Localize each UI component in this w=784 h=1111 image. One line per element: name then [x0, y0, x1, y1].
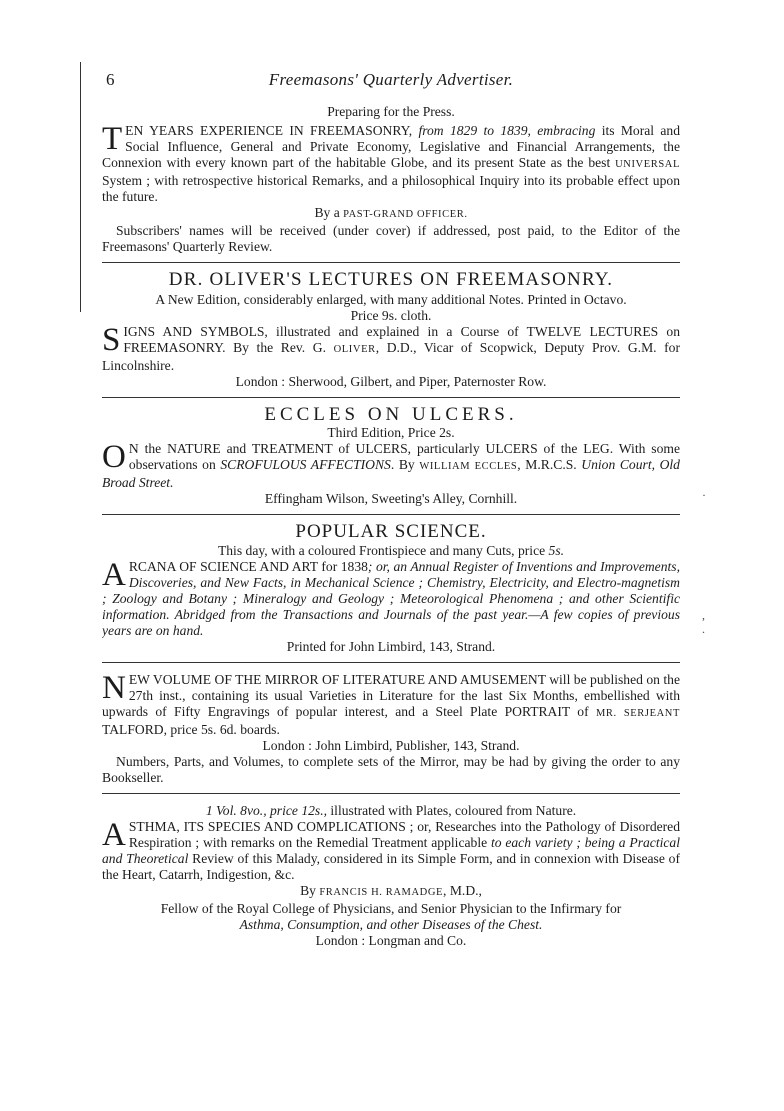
ad-text-italic: ; or, an Annual Register of Inventions and Improvements, Discoveries, and New Facts, in Mechanical Science ; Chemistry, Electricity, and Electro-magnetism ; Zoology and Botany ; Mineralogy and Geology ; Meteorological Phenomena ; and other Scientific information. Abridged from the Transactions and Journals of the past year.—A few: [102, 559, 680, 622]
ad-price: Price 9s. cloth.: [350, 308, 432, 323]
ad-subscribers: Subscribers' names will be received (under cover) if addressed, post paid, to the Editor of the Freemasons' Quarterly Review.: [102, 223, 680, 254]
ad-credentials: Fellow of the Royal College of Physicians, and Senior Physician to the Infirmary for: [160, 901, 622, 916]
ad-oliver-lectures: [102, 269, 680, 390]
drop-cap: N: [102, 672, 126, 706]
ad-note: Numbers, Parts, and Volumes, to complete sets of the Mirror, may be had by giving the order to any Bookseller.: [102, 754, 680, 785]
running-title: Freemasons' Quarterly Advertiser.: [268, 70, 514, 89]
margin-mark: ,: [702, 608, 705, 622]
byline-prefix: By: [300, 883, 320, 898]
divider: [102, 793, 680, 794]
ad-body: [102, 819, 680, 883]
drop-cap: O: [102, 441, 126, 475]
drop-cap: S: [102, 324, 121, 358]
ad-byline: [102, 205, 680, 223]
byline-name: FRANCIS H. RAMADGE: [319, 887, 444, 898]
ad-freemasonry-experience: [102, 104, 680, 255]
ad-publisher: London : John Limbird, Publisher, 143, Strand.: [262, 738, 520, 753]
ad-mirror-volume: [102, 672, 680, 786]
ad-publisher: London : Longman and Co.: [315, 933, 467, 948]
ad-byline: [102, 883, 680, 901]
ad-text: TALFORD, price 5s. 6d. boards.: [102, 722, 280, 737]
ad-text-italic: 1 Vol. 8vo., price 12s.,: [205, 803, 331, 818]
ad-text: Review of this Malady, considered in its Simple Form, and in connexion with Disease of the Heart, Catarrh, Indigestion, &c.: [102, 851, 680, 882]
ad-asthma: [102, 803, 680, 949]
ad-text: N the NATURE and TREATMENT of ULCERS, particularly ULCERS of the LEG. With some observations on: [128, 441, 680, 472]
drop-cap: A: [102, 559, 126, 593]
ad-text: System ; with retrospective historical Remarks, and a philosophical Inquiry into its probable effect upon the future.: [102, 173, 680, 204]
ad-body: [102, 441, 680, 491]
ad-text-italic: 5s.: [548, 543, 565, 558]
ad-text-smallcaps: UNIVERSAL: [615, 159, 680, 170]
ad-body: [102, 123, 680, 205]
margin-mark: .: [702, 622, 705, 636]
ad-text: EN YEARS EXPERIENCE IN FREEMASONRY,: [125, 123, 419, 138]
ad-title: DR. OLIVER'S LECTURES ON FREEMASONRY.: [168, 269, 614, 290]
ad-body: [102, 672, 680, 738]
ad-body: [102, 324, 680, 374]
ad-text: RCANA OF SCIENCE AND ART for 1838: [128, 559, 368, 574]
ad-popular-science: [102, 521, 680, 655]
page-number: 6: [106, 70, 115, 89]
margin-rule: [80, 62, 81, 312]
ad-edition: Third Edition, Price 2s.: [327, 425, 455, 440]
margin-mark: ·: [702, 488, 706, 502]
divider: [102, 262, 680, 263]
ad-publisher: Printed for John Limbird, 143, Strand.: [286, 639, 496, 654]
ad-text: ; or, Researches into the Pathology of Disordered Respiration ; with remarks on the Remedial Treatment applicable: [128, 819, 680, 850]
ad-heading: Preparing for the Press.: [327, 104, 455, 119]
ad-text: , D.D., Vicar of Scopwick, Deputy Prov. G.M. for Lincolnshire.: [102, 340, 680, 373]
ad-text: IGNS AND SYMBOLS, illustrated and explained in a Course of TWELVE LECTURES on FREEMASONRY. By the Rev. G.: [123, 324, 680, 355]
divider: [102, 397, 680, 398]
ad-eccles-ulcers: [102, 404, 680, 507]
ad-title: POPULAR SCIENCE.: [295, 521, 487, 542]
ad-text: EW VOLUME OF THE MIRROR OF LITERATURE AND AMUSEMENT will be published on the 27th inst., containing its usual Varieties in Literature for the last Six Months, embellished with upwards of Fifty Engravings of popular interest, and a Steel Plate PORTRAIT of: [102, 672, 680, 719]
ad-text-italic: copies of previous years are on hand.: [102, 607, 680, 638]
ad-text-smallcaps: MR. SERJEANT: [595, 708, 680, 719]
ad-text-italic: to each variety ; being a Practical and Theoretical: [102, 835, 680, 866]
ad-text: This day, with a coloured Frontispiece and many Cuts, price: [217, 543, 549, 558]
page: [102, 72, 680, 949]
ad-subtitle: [102, 543, 680, 559]
ad-text: illustrated with Plates, coloured from Nature.: [330, 803, 577, 818]
ad-text-italic: Union Court, Old Broad Street.: [102, 457, 680, 490]
ad-publisher: London : Sherwood, Gilbert, and Piper, Paternoster Row.: [235, 374, 547, 389]
divider: [102, 662, 680, 663]
ad-text: , M.R.C.S.: [517, 457, 582, 472]
byline-name: PAST-GRAND OFFICER.: [343, 209, 468, 220]
ad-text: its Moral and Social Influence, General and Private Economy, Legislative and Financial Arrangements, the Connexion with every known part of the habitable Globe, and its present State as the best: [102, 123, 680, 170]
ad-edition: A New Edition, considerably enlarged, with many additional Notes. Printed in Octavo.: [155, 292, 627, 307]
byline-prefix: By a: [314, 205, 344, 220]
ad-text: STHMA, ITS SPECIES AND COMPLICATIONS: [128, 819, 406, 834]
ad-body: [102, 559, 680, 639]
page-header: [102, 72, 680, 98]
ad-text-smallcaps: OLIVER: [333, 344, 376, 355]
ad-title: ECCLES ON ULCERS.: [264, 404, 518, 425]
ad-text-smallcaps: WILLIAM ECCLES: [419, 461, 518, 472]
byline-suffix: , M.D.,: [443, 883, 482, 898]
divider: [102, 514, 680, 515]
drop-cap: A: [102, 819, 126, 853]
ad-publisher: Effingham Wilson, Sweeting's Alley, Cornhill.: [264, 491, 518, 506]
ad-text-italic: SCROFULOUS AFFECTIONS: [220, 457, 391, 472]
ad-heading: [102, 803, 680, 819]
drop-cap: T: [102, 123, 123, 157]
ad-credentials-italic: Asthma, Consumption, and other Diseases of the Chest.: [239, 917, 543, 932]
ad-text-italic: from 1829 to 1839, embracing: [418, 123, 596, 138]
ad-text: . By: [390, 457, 420, 472]
